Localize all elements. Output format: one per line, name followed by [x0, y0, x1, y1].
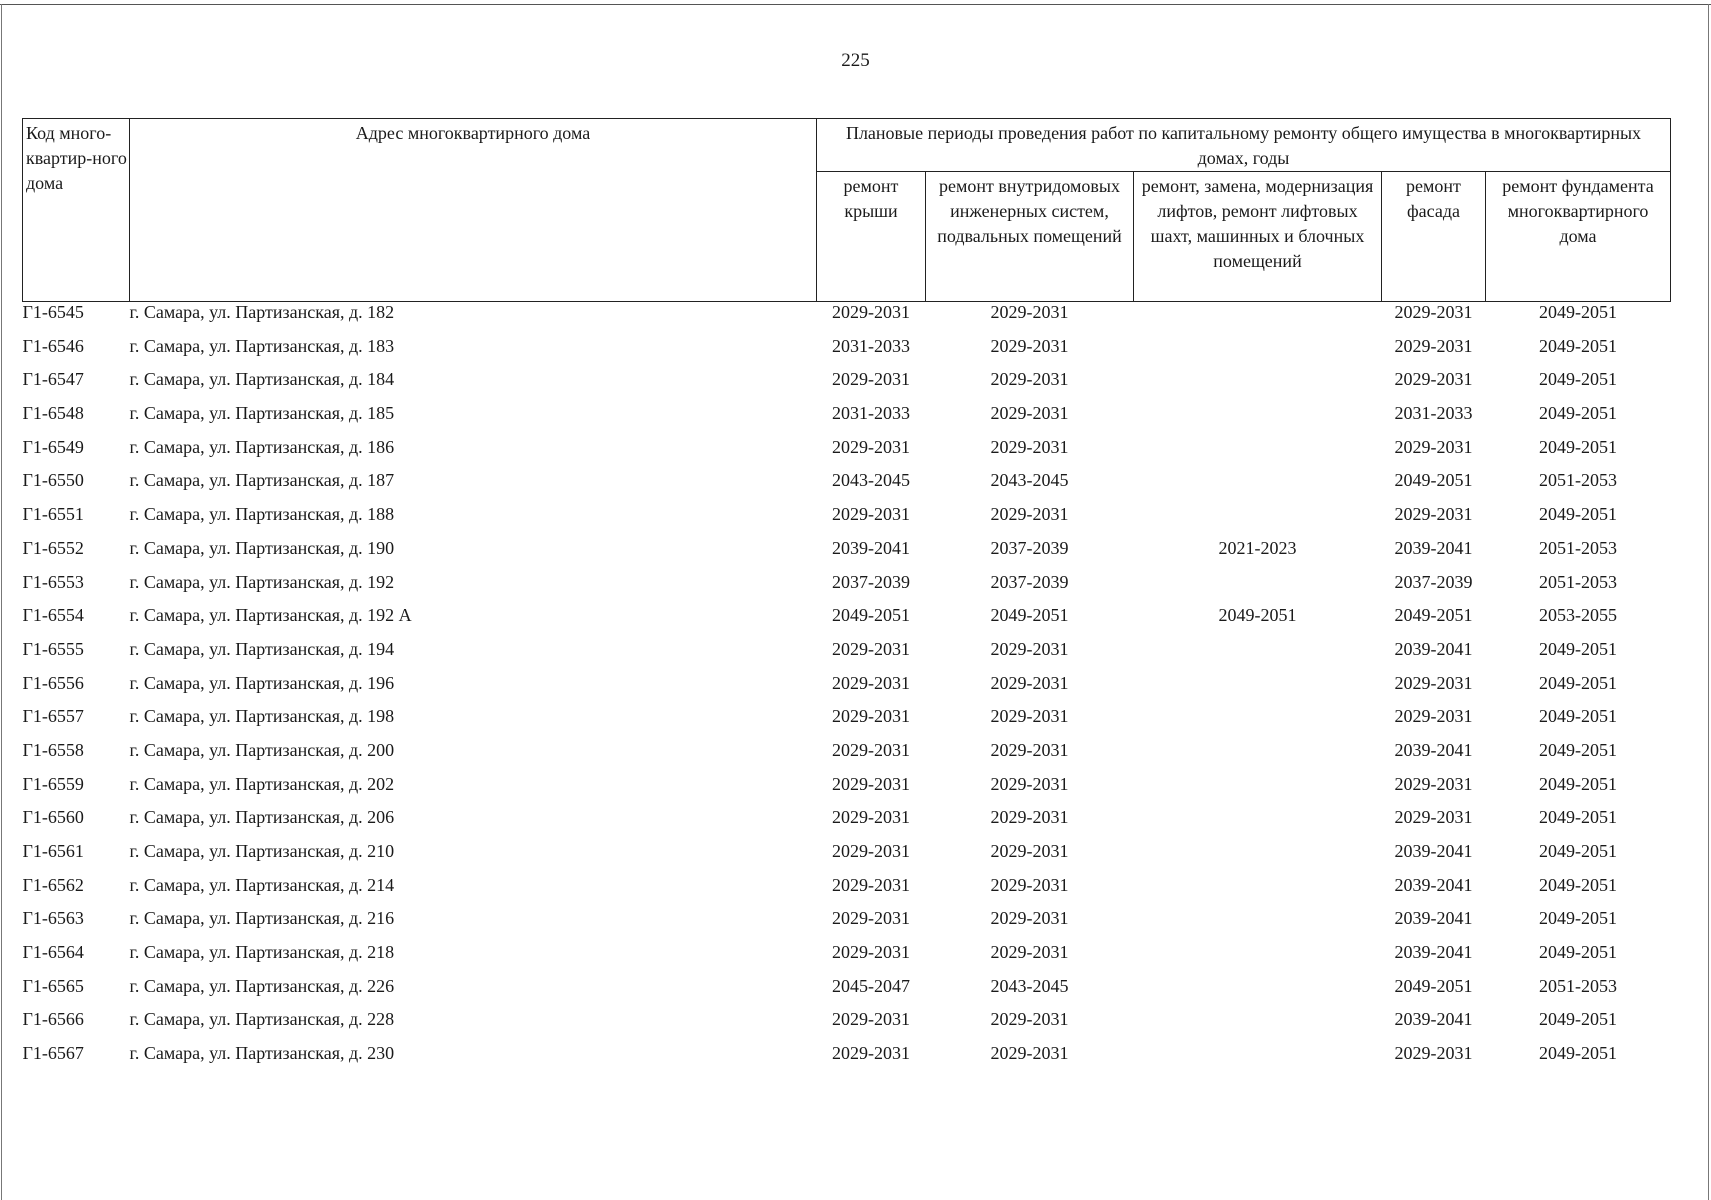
table-body [23, 302, 1671, 1077]
cell-code: Г1-6555 [22, 638, 84, 659]
cell-address: г. Самара, ул. Партизанская, д. 226 [129, 975, 395, 996]
cell-facade: 2049-2051 [1394, 470, 1473, 491]
cell-roof: 2031-2033 [832, 403, 910, 424]
cell-facade: 2037-2039 [1394, 571, 1473, 592]
cell-foundation: 2051-2053 [1539, 537, 1617, 558]
cell-address: г. Самара, ул. Партизанская, д. 186 [129, 436, 395, 457]
table-row [23, 369, 1671, 403]
cell-foundation: 2049-2051 [1539, 908, 1617, 929]
cell-foundation: 2049-2051 [1539, 773, 1617, 794]
cell-facade: 2029-2031 [1394, 706, 1473, 727]
header-engineering: ремонт внутридомовых инженерных систем, подвальных помещений [926, 172, 1134, 302]
cell-code: Г1-6554 [22, 605, 84, 626]
table-row [23, 740, 1671, 774]
cell-address: г. Самара, ул. Партизанская, д. 187 [129, 470, 395, 491]
cell-foundation: 2049-2051 [1539, 942, 1617, 963]
cell-engineering: 2043-2045 [990, 470, 1069, 491]
cell-facade: 2039-2041 [1394, 908, 1473, 929]
cell-engineering: 2049-2051 [990, 605, 1069, 626]
table-row [23, 673, 1671, 707]
cell-lifts [1134, 841, 1382, 875]
cell-roof: 2043-2045 [832, 470, 910, 491]
cell-facade: 2029-2031 [1394, 302, 1473, 322]
header-roof: ремонт крыши [817, 172, 926, 302]
cell-roof: 2029-2031 [832, 436, 910, 457]
table-row [23, 1043, 1671, 1077]
header-facade: ремонт фасада [1382, 172, 1486, 302]
cell-facade: 2029-2031 [1394, 335, 1473, 356]
cell-lifts: 2049-2051 [1218, 605, 1297, 626]
cell-facade: 2029-2031 [1394, 504, 1473, 525]
cell-roof: 2029-2031 [832, 302, 910, 322]
cell-code: Г1-6560 [22, 807, 84, 828]
cell-roof: 2029-2031 [832, 1043, 910, 1064]
cell-lifts [1134, 369, 1382, 403]
table-row [23, 1009, 1671, 1043]
cell-code: Г1-6565 [22, 975, 84, 996]
cell-foundation: 2049-2051 [1539, 403, 1617, 424]
cell-engineering: 2029-2031 [990, 302, 1069, 322]
cell-roof: 2031-2033 [832, 335, 910, 356]
cell-address: г. Самара, ул. Партизанская, д. 200 [129, 739, 395, 760]
cell-lifts [1134, 706, 1382, 740]
cell-address: г. Самара, ул. Партизанская, д. 218 [129, 942, 395, 963]
page-edge-top [0, 4, 1711, 5]
cell-roof: 2039-2041 [832, 537, 910, 558]
cell-engineering: 2037-2039 [990, 537, 1069, 558]
cell-foundation: 2049-2051 [1539, 739, 1617, 760]
cell-code: Г1-6558 [22, 739, 84, 760]
cell-engineering: 2029-2031 [990, 807, 1069, 828]
cell-lifts: 2021-2023 [1218, 537, 1297, 558]
cell-lifts [1134, 673, 1382, 707]
cell-lifts [1134, 470, 1382, 504]
cell-code: Г1-6548 [22, 403, 84, 424]
cell-roof: 2029-2031 [832, 706, 910, 727]
cell-facade: 2029-2031 [1394, 1043, 1473, 1064]
table-row [23, 639, 1671, 673]
cell-engineering: 2029-2031 [990, 638, 1069, 659]
page-number: 225 [841, 50, 870, 71]
cell-facade: 2031-2033 [1394, 403, 1473, 424]
cell-foundation: 2049-2051 [1539, 504, 1617, 525]
cell-foundation: 2049-2051 [1539, 706, 1617, 727]
cell-facade: 2039-2041 [1394, 537, 1473, 558]
cell-address: г. Самара, ул. Партизанская, д. 202 [129, 773, 395, 794]
cell-facade: 2039-2041 [1394, 942, 1473, 963]
cell-lifts [1134, 336, 1382, 370]
cell-code: Г1-6549 [22, 436, 84, 457]
cell-lifts [1134, 942, 1382, 976]
table-row [23, 807, 1671, 841]
cell-foundation: 2051-2053 [1539, 571, 1617, 592]
cell-address: г. Самара, ул. Партизанская, д. 230 [129, 1043, 395, 1064]
cell-lifts [1134, 639, 1382, 673]
cell-foundation: 2049-2051 [1539, 841, 1617, 861]
header-periods: Плановые периоды проведения работ по капитальному ремонту общего имущества в многоквартирных домах, годы [817, 119, 1671, 172]
cell-code: Г1-6566 [22, 1009, 84, 1030]
table-row [23, 875, 1671, 909]
cell-address: г. Самара, ул. Партизанская, д. 198 [129, 706, 395, 727]
cell-roof: 2045-2047 [832, 975, 910, 996]
cell-roof: 2029-2031 [832, 841, 910, 861]
table-row [23, 841, 1671, 875]
cell-roof: 2029-2031 [832, 773, 910, 794]
cell-lifts [1134, 403, 1382, 437]
cell-roof: 2029-2031 [832, 942, 910, 963]
cell-facade: 2039-2041 [1394, 739, 1473, 760]
cell-address: г. Самара, ул. Партизанская, д. 196 [129, 672, 395, 693]
cell-engineering: 2029-2031 [990, 942, 1069, 963]
cell-code: Г1-6550 [22, 470, 84, 491]
cell-lifts [1134, 976, 1382, 1010]
cell-address: г. Самара, ул. Партизанская, д. 206 [129, 807, 395, 828]
table-row [23, 437, 1671, 471]
cell-code: Г1-6547 [22, 369, 84, 390]
cell-roof: 2037-2039 [832, 571, 910, 592]
table-row [23, 403, 1671, 437]
table-row [23, 706, 1671, 740]
cell-address: г. Самара, ул. Партизанская, д. 184 [129, 369, 395, 390]
cell-code: Г1-6551 [22, 504, 84, 525]
cell-roof: 2029-2031 [832, 638, 910, 659]
cell-address: г. Самара, ул. Партизанская, д. 192 [129, 571, 395, 592]
cell-foundation: 2049-2051 [1539, 874, 1617, 895]
table-row [23, 908, 1671, 942]
cell-roof: 2029-2031 [832, 672, 910, 693]
cell-foundation: 2049-2051 [1539, 302, 1617, 322]
cell-foundation: 2053-2055 [1539, 605, 1617, 626]
cell-engineering: 2029-2031 [990, 1009, 1069, 1030]
cell-roof: 2029-2031 [832, 874, 910, 895]
cell-lifts [1134, 302, 1382, 336]
cell-engineering: 2043-2045 [990, 975, 1069, 996]
header-foundation: ремонт фундамента многоквартирного дома [1486, 172, 1671, 302]
cell-roof: 2029-2031 [832, 807, 910, 828]
cell-facade: 2039-2041 [1394, 638, 1473, 659]
cell-lifts [1134, 437, 1382, 471]
cell-code: Г1-6559 [22, 773, 84, 794]
cell-foundation: 2051-2053 [1539, 975, 1617, 996]
cell-address: г. Самара, ул. Партизанская, д. 188 [129, 504, 395, 525]
cell-foundation: 2049-2051 [1539, 807, 1617, 828]
table-row [23, 774, 1671, 808]
cell-facade: 2029-2031 [1394, 436, 1473, 457]
cell-address: г. Самара, ул. Партизанская, д. 182 [129, 302, 395, 322]
cell-facade: 2039-2041 [1394, 874, 1473, 895]
page-edge-left [1, 4, 2, 1200]
cell-facade: 2029-2031 [1394, 807, 1473, 828]
cell-foundation: 2049-2051 [1539, 1009, 1617, 1030]
table-header [23, 119, 1671, 302]
cell-engineering: 2029-2031 [990, 773, 1069, 794]
table-row [23, 572, 1671, 606]
cell-code: Г1-6561 [22, 841, 84, 861]
table-row [23, 976, 1671, 1010]
cell-facade: 2029-2031 [1394, 369, 1473, 390]
header-code: Код много-квартир-ного дома [23, 119, 130, 302]
cell-engineering: 2029-2031 [990, 403, 1069, 424]
cell-roof: 2029-2031 [832, 1009, 910, 1030]
cell-facade: 2049-2051 [1394, 975, 1473, 996]
cell-lifts [1134, 807, 1382, 841]
cell-roof: 2029-2031 [832, 908, 910, 929]
cell-facade: 2029-2031 [1394, 773, 1473, 794]
cell-engineering: 2029-2031 [990, 874, 1069, 895]
cell-engineering: 2037-2039 [990, 571, 1069, 592]
cell-address: г. Самара, ул. Партизанская, д. 183 [129, 335, 395, 356]
header-lifts: ремонт, замена, модернизация лифтов, ремонт лифтовых шахт, машинных и блочных помещений [1134, 172, 1382, 302]
cell-facade: 2039-2041 [1394, 841, 1473, 861]
cell-address: г. Самара, ул. Партизанская, д. 185 [129, 403, 395, 424]
table-row [23, 302, 1671, 336]
cell-engineering: 2029-2031 [990, 739, 1069, 760]
cell-engineering: 2029-2031 [990, 504, 1069, 525]
page-edge-right [1708, 4, 1709, 1200]
cell-address: г. Самара, ул. Партизанская, д. 190 [129, 537, 395, 558]
cell-lifts [1134, 908, 1382, 942]
cell-lifts [1134, 572, 1382, 606]
cell-foundation: 2049-2051 [1539, 436, 1617, 457]
table-row [23, 470, 1671, 504]
cell-address: г. Самара, ул. Партизанская, д. 214 [129, 874, 395, 895]
table-row [23, 538, 1671, 572]
cell-lifts [1134, 875, 1382, 909]
cell-lifts [1134, 740, 1382, 774]
cell-code: Г1-6567 [22, 1043, 84, 1064]
cell-code: Г1-6563 [22, 908, 84, 929]
cell-engineering: 2029-2031 [990, 672, 1069, 693]
cell-facade: 2039-2041 [1394, 1009, 1473, 1030]
capital-repair-table [22, 118, 1671, 1077]
cell-foundation: 2049-2051 [1539, 638, 1617, 659]
cell-foundation: 2049-2051 [1539, 1043, 1617, 1064]
cell-lifts [1134, 1009, 1382, 1043]
cell-lifts [1134, 774, 1382, 808]
cell-engineering: 2029-2031 [990, 369, 1069, 390]
cell-code: Г1-6564 [22, 942, 84, 963]
cell-code: Г1-6557 [22, 706, 84, 727]
cell-engineering: 2029-2031 [990, 841, 1069, 861]
cell-address: г. Самара, ул. Партизанская, д. 194 [129, 638, 395, 659]
cell-roof: 2029-2031 [832, 369, 910, 390]
cell-address: г. Самара, ул. Партизанская, д. 192 А [129, 605, 412, 626]
cell-code: Г1-6545 [22, 302, 84, 322]
cell-address: г. Самара, ул. Партизанская, д. 210 [129, 841, 395, 861]
table-row [23, 504, 1671, 538]
cell-address: г. Самара, ул. Партизанская, д. 216 [129, 908, 395, 929]
cell-engineering: 2029-2031 [990, 1043, 1069, 1064]
cell-roof: 2029-2031 [832, 739, 910, 760]
cell-foundation: 2049-2051 [1539, 369, 1617, 390]
cell-code: Г1-6552 [22, 537, 84, 558]
cell-engineering: 2029-2031 [990, 335, 1069, 356]
cell-lifts [1134, 1043, 1382, 1077]
cell-foundation: 2051-2053 [1539, 470, 1617, 491]
cell-code: Г1-6556 [22, 672, 84, 693]
cell-facade: 2029-2031 [1394, 672, 1473, 693]
cell-foundation: 2049-2051 [1539, 335, 1617, 356]
cell-roof: 2049-2051 [832, 605, 910, 626]
cell-engineering: 2029-2031 [990, 908, 1069, 929]
cell-engineering: 2029-2031 [990, 436, 1069, 457]
table-row [23, 605, 1671, 639]
cell-lifts [1134, 504, 1382, 538]
cell-code: Г1-6562 [22, 874, 84, 895]
cell-code: Г1-6553 [22, 571, 84, 592]
table-row [23, 336, 1671, 370]
cell-code: Г1-6546 [22, 335, 84, 356]
cell-foundation: 2049-2051 [1539, 672, 1617, 693]
table-row [23, 942, 1671, 976]
cell-facade: 2049-2051 [1394, 605, 1473, 626]
cell-roof: 2029-2031 [832, 504, 910, 525]
header-address: Адрес многоквартирного дома [130, 119, 817, 302]
cell-address: г. Самара, ул. Партизанская, д. 228 [129, 1009, 395, 1030]
cell-engineering: 2029-2031 [990, 706, 1069, 727]
